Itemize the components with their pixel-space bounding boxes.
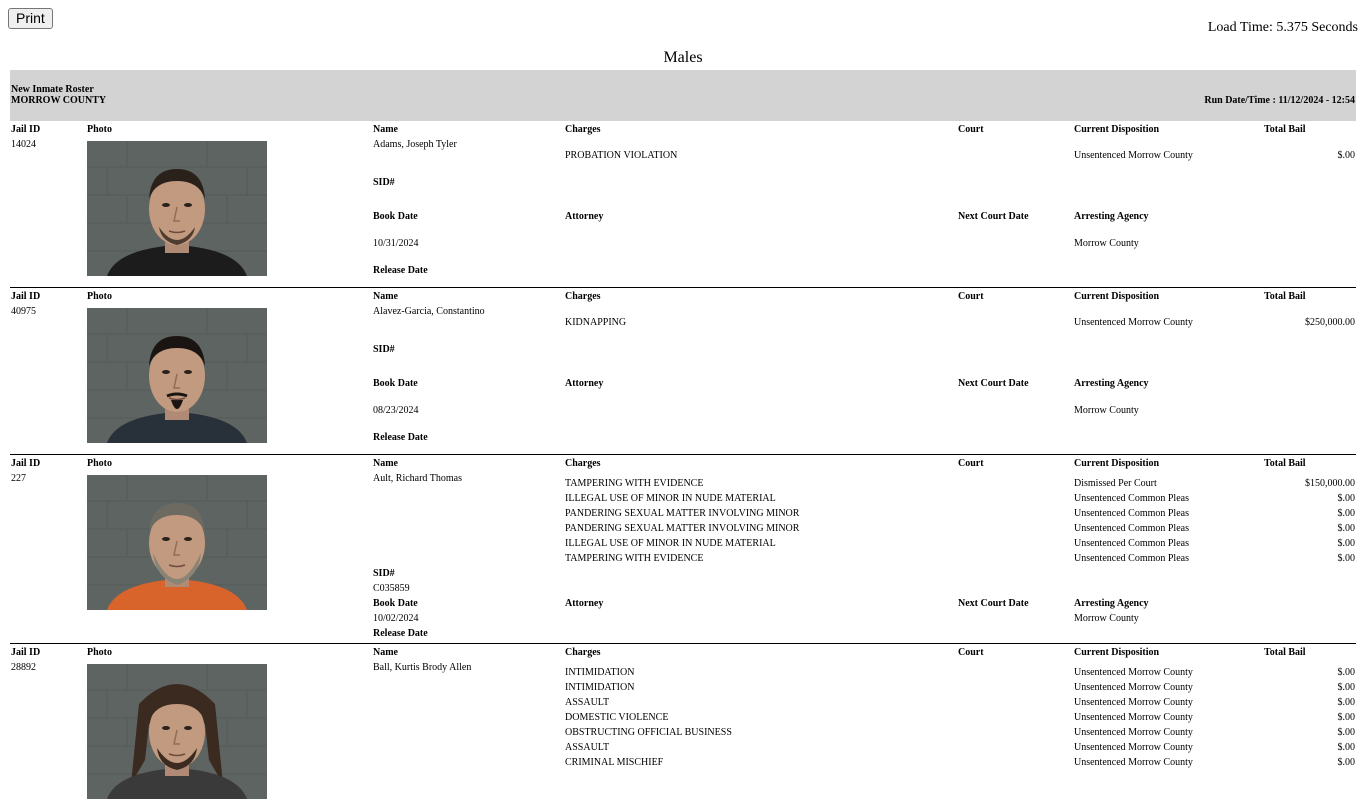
name-label: Name <box>373 458 398 469</box>
charge-text: PANDERING SEXUAL MATTER INVOLVING MINOR <box>565 508 800 519</box>
run-date-time: Run Date/Time : 11/12/2024 - 12:54 <box>1204 95 1355 106</box>
attorney-label: Attorney <box>565 211 604 222</box>
charge-bail: $.00 <box>1337 508 1355 519</box>
book-date: 10/02/2024 <box>373 613 419 624</box>
charges-label: Charges <box>565 291 601 302</box>
charge-disposition: Unsentenced Common Pleas <box>1074 508 1189 519</box>
charge-text: PANDERING SEXUAL MATTER INVOLVING MINOR <box>565 523 800 534</box>
sid-label: SID# <box>373 568 395 579</box>
inmate-record <box>10 121 1356 287</box>
charge-bail: $.00 <box>1337 150 1355 161</box>
charges-label: Charges <box>565 647 601 658</box>
charge-bail: $.00 <box>1337 727 1355 738</box>
charge-disposition: Unsentenced Morrow County <box>1074 317 1193 328</box>
jail-id-label: Jail ID <box>11 458 41 469</box>
charge-text: CRIMINAL MISCHIEF <box>565 757 664 768</box>
charge-bail: $.00 <box>1337 493 1355 504</box>
court-label: Court <box>958 647 984 658</box>
charge-text: OBSTRUCTING OFFICIAL BUSINESS <box>565 727 732 738</box>
next-court-date-label: Next Court Date <box>958 211 1029 222</box>
roster-title: New Inmate Roster <box>11 84 94 95</box>
photo-label: Photo <box>87 124 112 135</box>
charge-text: ILLEGAL USE OF MINOR IN NUDE MATERIAL <box>565 493 776 504</box>
release-date-label: Release Date <box>373 432 428 443</box>
name-label: Name <box>373 124 398 135</box>
charge-bail: $.00 <box>1337 523 1355 534</box>
charge-text: PROBATION VIOLATION <box>565 150 678 161</box>
court-label: Court <box>958 291 984 302</box>
load-time-text: Load Time: 5.375 Seconds <box>1207 20 1358 35</box>
sid-label: SID# <box>373 344 395 355</box>
court-label: Court <box>958 458 984 469</box>
charge-bail: $.00 <box>1337 742 1355 753</box>
book-date: 08/23/2024 <box>373 405 419 416</box>
charge-disposition: Unsentenced Morrow County <box>1074 682 1193 693</box>
total-bail-label: Total Bail <box>1264 647 1306 658</box>
inmate-photo <box>87 664 267 799</box>
inmate-record <box>10 454 1356 644</box>
charge-disposition: Unsentenced Morrow County <box>1074 150 1193 161</box>
charge-disposition: Dismissed Per Court <box>1074 478 1157 489</box>
charge-disposition: Unsentenced Common Pleas <box>1074 523 1189 534</box>
charge-disposition: Unsentenced Morrow County <box>1074 742 1193 753</box>
charge-bail: $.00 <box>1337 697 1355 708</box>
name-label: Name <box>373 291 398 302</box>
current-disposition-label: Current Disposition <box>1074 291 1160 302</box>
jail-id: 14024 <box>11 139 36 150</box>
section-title: Males <box>663 49 703 66</box>
charge-bail: $.00 <box>1337 757 1355 768</box>
book-date-label: Book Date <box>373 211 418 222</box>
current-disposition-label: Current Disposition <box>1074 647 1160 658</box>
charge-text: ASSAULT <box>565 742 610 753</box>
next-court-date-label: Next Court Date <box>958 378 1029 389</box>
attorney-label: Attorney <box>565 378 604 389</box>
charge-bail: $.00 <box>1337 553 1355 564</box>
charge-disposition: Unsentenced Morrow County <box>1074 727 1193 738</box>
photo-label: Photo <box>87 647 112 658</box>
inmate-record <box>10 287 1356 455</box>
charges-label: Charges <box>565 458 601 469</box>
arresting-agency-label: Arresting Agency <box>1074 378 1149 389</box>
charge-disposition: Unsentenced Common Pleas <box>1074 538 1189 549</box>
charge-text: ASSAULT <box>565 697 610 708</box>
charge-bail: $.00 <box>1337 712 1355 723</box>
inmate-name: Ball, Kurtis Brody Allen <box>373 662 472 673</box>
inmate-photo <box>87 308 267 443</box>
inmate-name: Ault, Richard Thomas <box>373 473 462 484</box>
inmate-record <box>10 643 1356 801</box>
charge-disposition: Unsentenced Morrow County <box>1074 697 1193 708</box>
inmate-name: Adams, Joseph Tyler <box>373 139 457 150</box>
charge-text: INTIMIDATION <box>565 667 635 678</box>
photo-label: Photo <box>87 458 112 469</box>
jail-id-label: Jail ID <box>11 291 41 302</box>
charge-bail: $.00 <box>1337 682 1355 693</box>
current-disposition-label: Current Disposition <box>1074 124 1160 135</box>
charge-disposition: Unsentenced Morrow County <box>1074 712 1193 723</box>
print-button[interactable]: Print <box>8 8 53 29</box>
total-bail-label: Total Bail <box>1264 291 1306 302</box>
next-court-date-label: Next Court Date <box>958 598 1029 609</box>
charge-text: DOMESTIC VIOLENCE <box>565 712 669 723</box>
charge-disposition: Unsentenced Morrow County <box>1074 757 1193 768</box>
county-name: MORROW COUNTY <box>11 95 107 106</box>
sid-label: SID# <box>373 177 395 188</box>
current-disposition-label: Current Disposition <box>1074 458 1160 469</box>
arresting-agency: Morrow County <box>1074 238 1139 249</box>
court-label: Court <box>958 124 984 135</box>
charge-disposition: Unsentenced Morrow County <box>1074 667 1193 678</box>
sid-value: C035859 <box>373 583 410 594</box>
book-date: 10/31/2024 <box>373 238 419 249</box>
inmate-name: Alavez-Garcia, Constantino <box>373 306 485 317</box>
arresting-agency: Morrow County <box>1074 613 1139 624</box>
arresting-agency-label: Arresting Agency <box>1074 211 1149 222</box>
name-label: Name <box>373 647 398 658</box>
release-date-label: Release Date <box>373 628 428 639</box>
charge-text: TAMPERING WITH EVIDENCE <box>565 478 704 489</box>
charge-text: KIDNAPPING <box>565 317 627 328</box>
book-date-label: Book Date <box>373 598 418 609</box>
jail-id: 28892 <box>11 662 36 673</box>
jail-id: 40975 <box>11 306 36 317</box>
charge-bail: $.00 <box>1337 667 1355 678</box>
charges-label: Charges <box>565 124 601 135</box>
charge-disposition: Unsentenced Common Pleas <box>1074 553 1189 564</box>
charge-disposition: Unsentenced Common Pleas <box>1074 493 1189 504</box>
book-date-label: Book Date <box>373 378 418 389</box>
release-date-label: Release Date <box>373 265 428 276</box>
charge-text: ILLEGAL USE OF MINOR IN NUDE MATERIAL <box>565 538 776 549</box>
total-bail-label: Total Bail <box>1264 124 1306 135</box>
photo-label: Photo <box>87 291 112 302</box>
charge-text: TAMPERING WITH EVIDENCE <box>565 553 704 564</box>
roster-banner <box>10 70 1356 121</box>
jail-id-label: Jail ID <box>11 647 41 658</box>
attorney-label: Attorney <box>565 598 604 609</box>
arresting-agency-label: Arresting Agency <box>1074 598 1149 609</box>
arresting-agency: Morrow County <box>1074 405 1139 416</box>
charge-text: INTIMIDATION <box>565 682 635 693</box>
charge-bail: $250,000.00 <box>1305 317 1355 328</box>
charge-bail: $.00 <box>1337 538 1355 549</box>
charge-bail: $150,000.00 <box>1305 478 1355 489</box>
total-bail-label: Total Bail <box>1264 458 1306 469</box>
jail-id-label: Jail ID <box>11 124 41 135</box>
inmate-photo <box>87 141 267 276</box>
jail-id: 227 <box>11 473 26 484</box>
inmate-photo <box>87 475 267 610</box>
